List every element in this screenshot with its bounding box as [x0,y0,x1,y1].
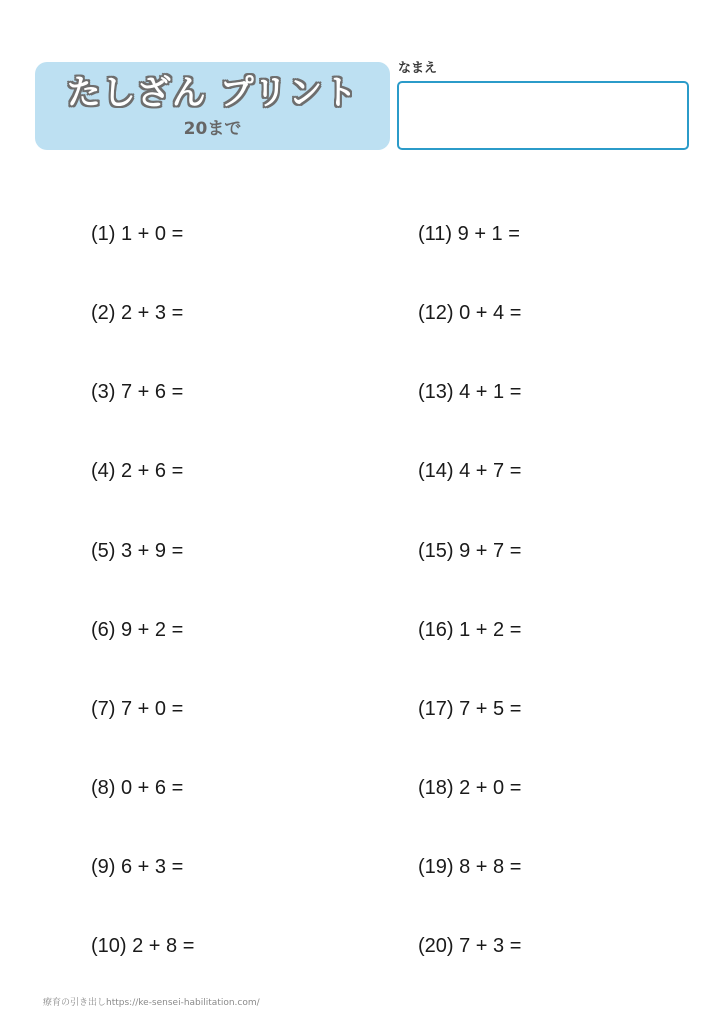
name-label: なまえ [398,61,438,76]
problem-item: (10) 2 + 8 = [91,935,195,957]
problem-item: (3) 7 + 6 = [91,381,184,403]
problem-item: (18) 2 + 0 = [418,777,522,799]
worksheet-title: たしざん プリント [66,73,359,113]
footer-credit: 療育の引き出しhttps://ke-sensei-habilitation.com/ [43,998,260,1008]
problem-item: (20) 7 + 3 = [418,935,522,957]
problem-item: (14) 4 + 7 = [418,460,522,482]
problem-item: (16) 1 + 2 = [418,619,522,641]
problem-item: (17) 7 + 5 = [418,698,522,720]
problem-item: (19) 8 + 8 = [418,856,522,878]
problem-item: (9) 6 + 3 = [91,856,184,878]
problem-item: (13) 4 + 1 = [418,381,522,403]
problem-item: (5) 3 + 9 = [91,540,184,562]
problem-item: (6) 9 + 2 = [91,619,184,641]
problem-item: (15) 9 + 7 = [418,540,522,562]
worksheet-subtitle: 20まで [183,119,242,139]
problem-item: (11) 9 + 1 = [418,223,520,245]
problem-item: (1) 1 + 0 = [91,223,184,245]
problem-item: (8) 0 + 6 = [91,777,184,799]
problem-item: (7) 7 + 0 = [91,698,184,720]
problem-item: (12) 0 + 4 = [418,302,522,324]
problem-item: (2) 2 + 3 = [91,302,184,324]
problem-item: (4) 2 + 6 = [91,460,184,482]
